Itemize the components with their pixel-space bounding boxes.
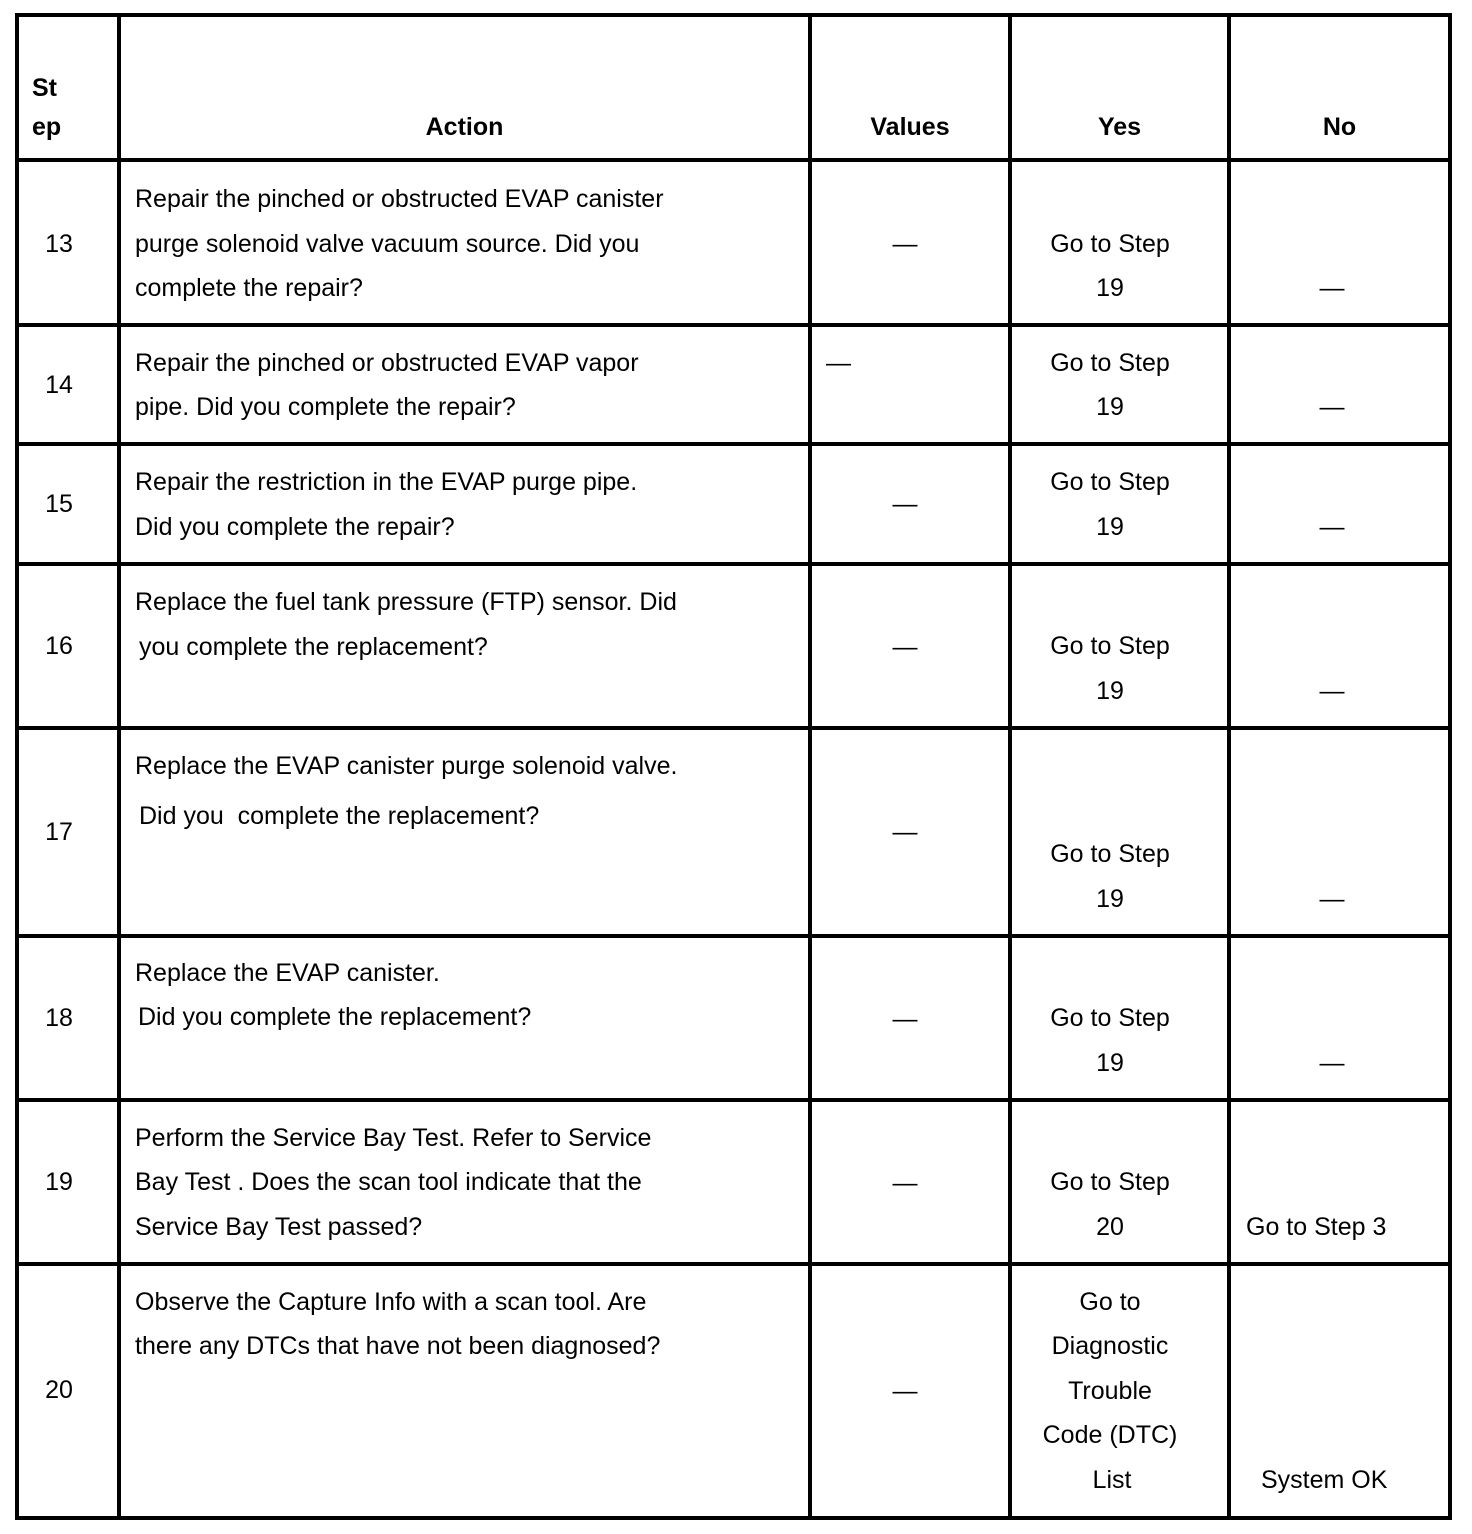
yes-text: Trouble [1068, 1377, 1152, 1405]
action-text: Replace the EVAP canister purge solenoid valve. [135, 752, 678, 780]
header-no: No [1322, 113, 1357, 141]
action-text: Did you complete the replacement? [138, 1003, 532, 1031]
no-text: — [1319, 885, 1345, 913]
no-text: — [1319, 393, 1345, 421]
no-text: — [1319, 1049, 1345, 1077]
step-number: 19 [45, 1168, 73, 1196]
no-text: — [1319, 274, 1345, 302]
yes-text: Go to Step [1050, 1004, 1170, 1032]
action-text: pipe. Did you complete the repair? [135, 393, 516, 421]
action-text: Did you complete the repair? [135, 513, 455, 541]
values-dash: — [892, 818, 918, 846]
yes-text: 19 [1096, 393, 1124, 421]
values-dash: — [892, 633, 918, 661]
action-text: purge solenoid valve vacuum source. Did you [135, 230, 640, 258]
values-dash: — [892, 490, 918, 518]
step-number: 18 [45, 1004, 73, 1032]
step-number: 15 [45, 490, 73, 518]
header-step-line1: St [32, 74, 57, 102]
action-text: Replace the EVAP canister. [135, 959, 440, 987]
yes-text: 19 [1096, 274, 1124, 302]
action-text: complete the repair? [135, 274, 363, 302]
header-values: Values [870, 113, 950, 141]
values-dash: — [892, 1377, 918, 1405]
yes-text: Diagnostic [1051, 1332, 1169, 1360]
values-dash: — [892, 230, 918, 258]
no-text: — [1319, 513, 1345, 541]
action-text: you complete the replacement? [139, 633, 488, 661]
no-text: — [1319, 677, 1345, 705]
step-number: 14 [45, 371, 73, 399]
yes-text: Go to Step [1050, 468, 1170, 496]
action-text: Did you complete the replacement? [139, 802, 540, 830]
values-dash: — [892, 1169, 918, 1197]
action-text: Service Bay Test passed? [135, 1213, 423, 1241]
action-text: Perform the Service Bay Test. Refer to Service [135, 1124, 652, 1152]
action-text: Replace the fuel tank pressure (FTP) sensor. Did [135, 588, 677, 616]
no-text: Go to Step 3 [1246, 1213, 1387, 1241]
yes-text: List [1092, 1466, 1132, 1494]
yes-text: Go to Step [1050, 632, 1170, 660]
action-text: Repair the pinched or obstructed EVAP canister [135, 185, 664, 213]
step-number: 17 [45, 818, 73, 846]
step-number: 13 [45, 230, 73, 258]
values-dash: — [826, 349, 851, 377]
action-text: Observe the Capture Info with a scan tool. Are [135, 1288, 647, 1316]
yes-text: 20 [1096, 1213, 1124, 1241]
yes-text: 19 [1096, 1049, 1124, 1077]
action-text: there any DTCs that have not been diagnosed? [135, 1332, 661, 1360]
yes-text: Code (DTC) [1042, 1421, 1178, 1449]
yes-text: Go to Step [1050, 840, 1170, 868]
yes-text: 19 [1096, 885, 1124, 913]
header-step-line2: ep [32, 113, 62, 141]
header-action: Action [425, 113, 504, 141]
step-number: 20 [45, 1376, 73, 1404]
header-yes: Yes [1097, 113, 1142, 141]
step-number: 16 [45, 632, 73, 660]
yes-text: 19 [1096, 513, 1124, 541]
action-text: Repair the restriction in the EVAP purge pipe. [135, 468, 638, 496]
yes-text: Go to [1079, 1288, 1141, 1316]
yes-text: Go to Step [1050, 1168, 1170, 1196]
yes-text: Go to Step [1050, 230, 1170, 258]
yes-text: Go to Step [1050, 349, 1170, 377]
action-text: Repair the pinched or obstructed EVAP vapor [135, 349, 639, 377]
yes-text: 19 [1096, 677, 1124, 705]
action-text: Bay Test . Does the scan tool indicate that the [135, 1168, 642, 1196]
values-dash: — [892, 1005, 918, 1033]
no-text: System OK [1261, 1466, 1388, 1494]
